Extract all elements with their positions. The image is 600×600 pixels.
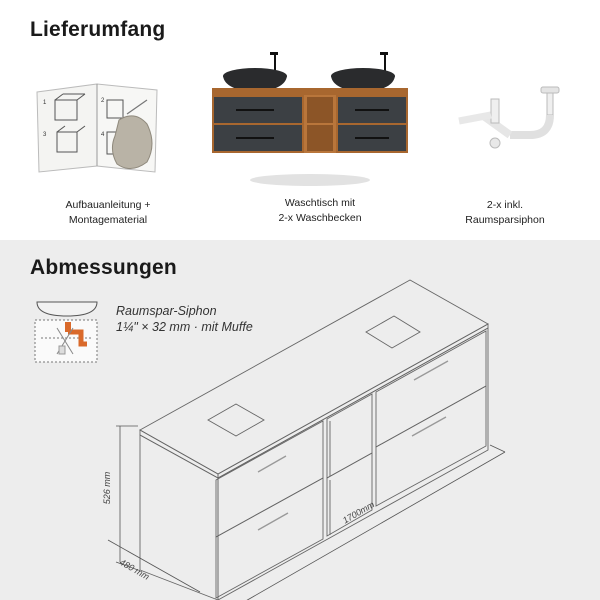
caption-vanity-line2: 2-x Waschbecken (278, 212, 362, 224)
caption-manual-line1: Aufbauanleitung + (65, 199, 151, 211)
manual-illustration (35, 80, 165, 175)
svg-text:3: 3 (43, 132, 47, 138)
caption-siphon-line1: 2-x inkl. (486, 199, 524, 211)
svg-text:4: 4 (101, 132, 105, 138)
siphon-note-title: Raumspar-Siphon (116, 304, 217, 318)
cabinet-technical-drawing (0, 240, 600, 600)
caption-siphon-line2: Raumsparsiphon (465, 214, 545, 226)
caption-vanity-line1: Waschtisch mit (284, 197, 356, 209)
vanity-illustration (210, 52, 410, 172)
width-label: 1700mm (340, 499, 377, 526)
siphon-note-spec: 1¼" × 32 mm · mit Muffe (116, 320, 253, 334)
caption-vanity (235, 196, 405, 226)
height-label: 526 mm (102, 471, 112, 505)
svg-text:2: 2 (101, 98, 105, 104)
caption-manual (28, 198, 188, 228)
caption-siphon (430, 198, 580, 228)
svg-text:1: 1 (43, 100, 47, 106)
siphon-illustration (455, 85, 565, 155)
caption-manual-line2: Montagematerial (68, 214, 148, 226)
delivery-title: Lieferumfang (30, 18, 166, 41)
dimensions-title: Abmessungen (30, 256, 177, 279)
depth-label: 480 mm (117, 556, 152, 582)
